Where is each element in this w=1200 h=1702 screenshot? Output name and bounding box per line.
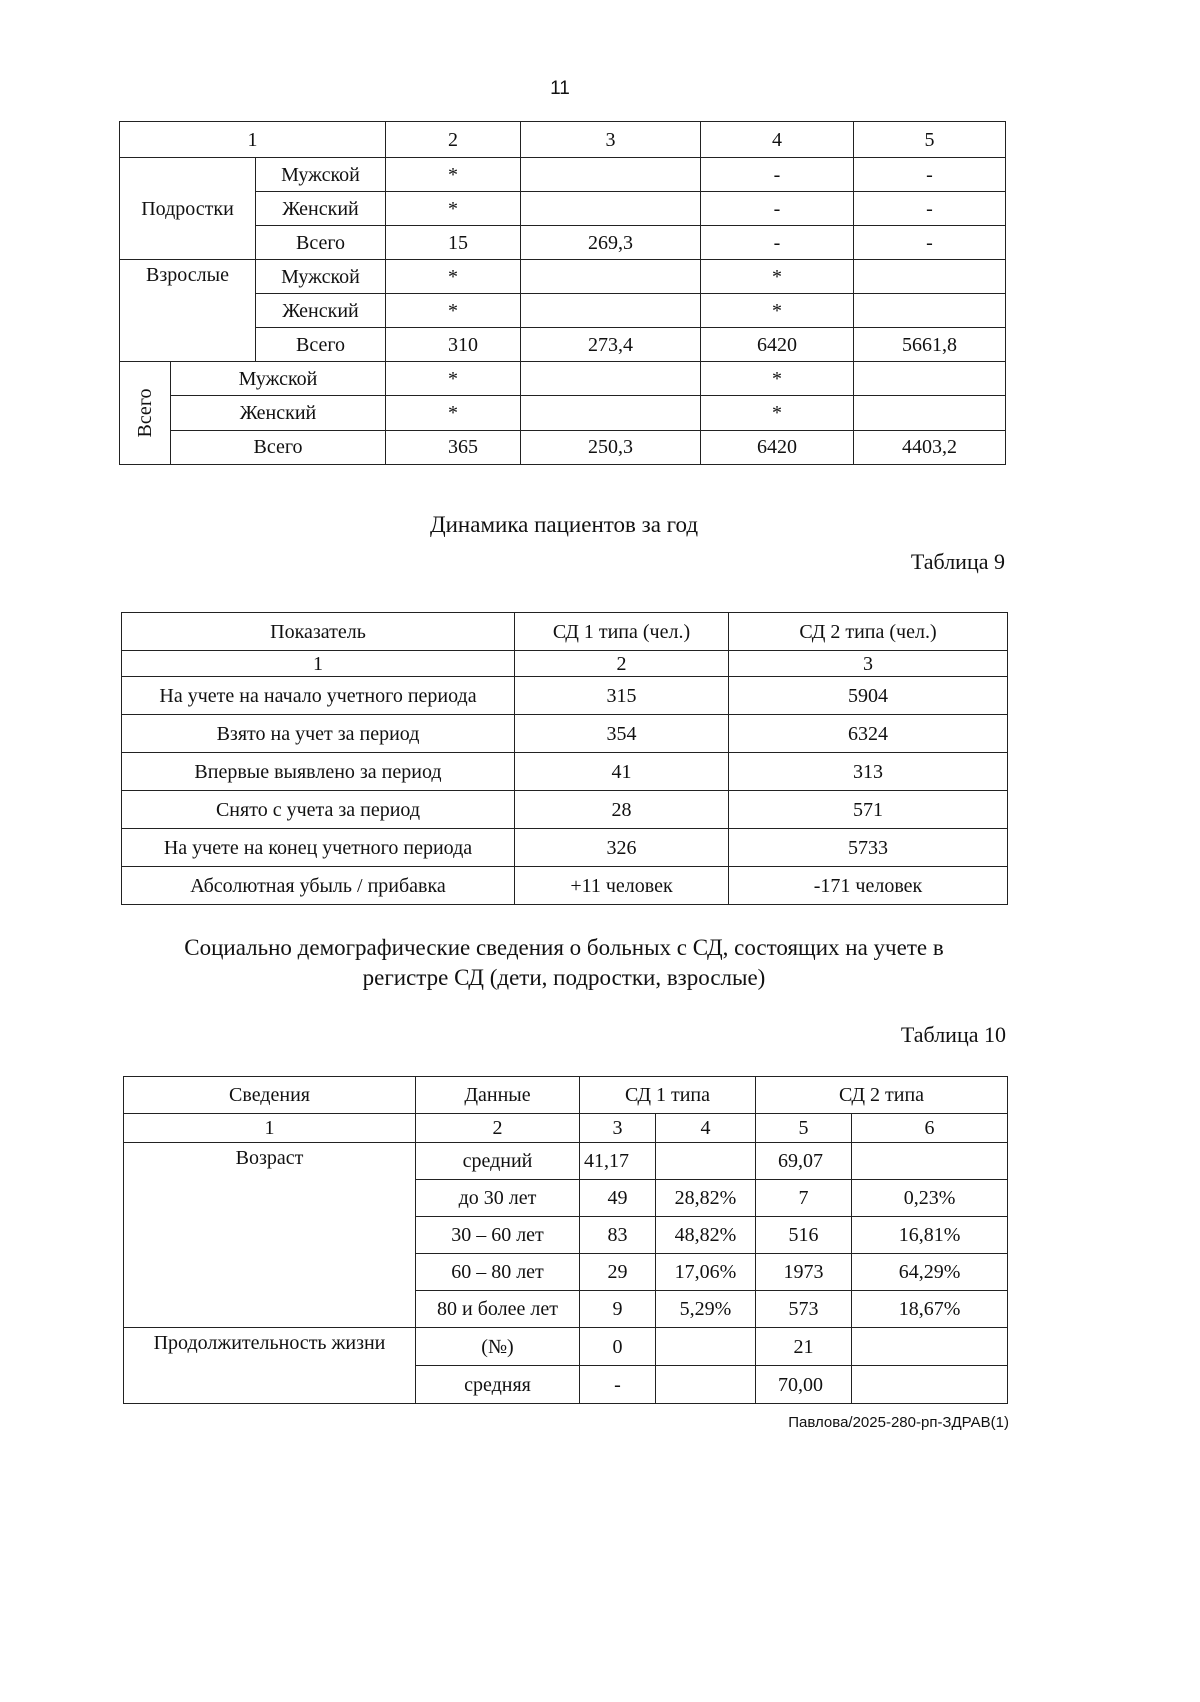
table-cell: 0 bbox=[580, 1328, 656, 1366]
total-label: Всего bbox=[256, 328, 386, 362]
table-9 bbox=[121, 612, 1008, 905]
table-cell: * bbox=[386, 260, 521, 294]
table-9-number: Таблица 9 bbox=[910, 549, 1005, 574]
sex-label: Женский bbox=[256, 192, 386, 226]
table-cell: 9 bbox=[580, 1291, 656, 1328]
table-cell: 326 bbox=[515, 829, 729, 867]
table-cell: 1973 bbox=[756, 1254, 852, 1291]
table-cell: - bbox=[701, 226, 854, 260]
table-row bbox=[122, 753, 1008, 791]
table-row bbox=[122, 867, 1008, 905]
table-row bbox=[120, 362, 1006, 396]
table-cell: 5,29% bbox=[656, 1291, 756, 1328]
table-10 bbox=[123, 1076, 1008, 1404]
indicator-label: На учете на начало учетного периода bbox=[122, 677, 515, 715]
table-cell: 571 bbox=[729, 791, 1008, 829]
table-cell: 64,29% bbox=[852, 1254, 1008, 1291]
table-cell: 17,06% bbox=[656, 1254, 756, 1291]
column-number: 2 bbox=[386, 122, 521, 158]
table-cell: -171 человек bbox=[729, 867, 1008, 905]
table-cell: * bbox=[386, 362, 521, 396]
table-8-header-row bbox=[120, 122, 1006, 158]
indicator-label: На учете на конец учетного периода bbox=[122, 829, 515, 867]
table-cell: * bbox=[701, 260, 854, 294]
column-number: 2 bbox=[416, 1114, 580, 1143]
section-10-title-line-1: Социально демографические сведения о больных с СД, состоящих на учете в bbox=[184, 935, 944, 960]
table-9-header-row bbox=[122, 613, 1008, 651]
section-10-title-line-2: регистре СД (дети, подростки, взрослые) bbox=[362, 965, 766, 990]
total-label: Всего bbox=[256, 226, 386, 260]
table-cell: 29 bbox=[580, 1254, 656, 1291]
table-row bbox=[120, 430, 1006, 464]
column-number: 1 bbox=[120, 122, 386, 158]
table-cell: 83 bbox=[580, 1217, 656, 1254]
table-cell bbox=[521, 362, 701, 396]
table-cell: 310 bbox=[386, 328, 521, 362]
table-cell: - bbox=[854, 158, 1006, 192]
table-9-numbering-row bbox=[122, 651, 1008, 677]
table-cell: 273,4 bbox=[521, 328, 701, 362]
table-cell: 21 bbox=[756, 1328, 852, 1366]
table-cell: 4403,2 bbox=[854, 430, 1006, 464]
column-number: 2 bbox=[515, 651, 729, 677]
life-expectancy-label: Продолжительность жизни bbox=[124, 1328, 416, 1404]
table-cell: * bbox=[701, 362, 854, 396]
table-cell bbox=[521, 294, 701, 328]
table-cell: 18,67% bbox=[852, 1291, 1008, 1328]
table-row bbox=[120, 396, 1006, 430]
column-number: 3 bbox=[521, 122, 701, 158]
table-cell bbox=[521, 158, 701, 192]
table-cell: 41,17 bbox=[580, 1143, 656, 1180]
column-header: СД 1 типа bbox=[580, 1077, 756, 1114]
table-row bbox=[124, 1143, 1008, 1180]
column-number: 1 bbox=[124, 1114, 416, 1143]
column-number: 3 bbox=[729, 651, 1008, 677]
table-10-number: Таблица 10 bbox=[900, 1022, 1006, 1047]
table-cell: 313 bbox=[729, 753, 1008, 791]
table-cell: 7 bbox=[756, 1180, 852, 1217]
table-cell bbox=[854, 396, 1006, 430]
table-cell: 6420 bbox=[701, 430, 854, 464]
table-row bbox=[120, 158, 1006, 192]
table-row bbox=[122, 715, 1008, 753]
table-cell: 28 bbox=[515, 791, 729, 829]
indicator-label: Взято на учет за период bbox=[122, 715, 515, 753]
sex-label: Женский bbox=[256, 294, 386, 328]
table-cell: 6324 bbox=[729, 715, 1008, 753]
column-number: 4 bbox=[656, 1114, 756, 1143]
column-number: 5 bbox=[756, 1114, 852, 1143]
column-header: Сведения bbox=[124, 1077, 416, 1114]
table-row bbox=[122, 829, 1008, 867]
table-cell: 69,07 bbox=[756, 1143, 852, 1180]
table-cell: - bbox=[701, 158, 854, 192]
group-label-adults: Взрослые bbox=[120, 260, 256, 362]
table-row bbox=[120, 260, 1006, 294]
table-10-numbering-row bbox=[124, 1114, 1008, 1143]
column-header: СД 2 типа bbox=[756, 1077, 1008, 1114]
table-cell: 49 bbox=[580, 1180, 656, 1217]
indicator-label: Впервые выявлено за период bbox=[122, 753, 515, 791]
table-cell: 269,3 bbox=[521, 226, 701, 260]
page-number: 11 bbox=[550, 78, 570, 99]
indicator-label: Снято с учета за период bbox=[122, 791, 515, 829]
document-footer-id: Павлова/2025-280-рп-ЗДРАВ(1) bbox=[788, 1414, 1009, 1431]
table-cell: 250,3 bbox=[521, 430, 701, 464]
data-label: средний bbox=[416, 1143, 580, 1180]
column-number: 1 bbox=[122, 651, 515, 677]
table-cell bbox=[521, 260, 701, 294]
table-cell: 354 bbox=[515, 715, 729, 753]
column-number: 4 bbox=[701, 122, 854, 158]
table-cell bbox=[854, 294, 1006, 328]
total-label: Всего bbox=[171, 430, 386, 464]
table-cell: * bbox=[386, 192, 521, 226]
table-cell: 315 bbox=[515, 677, 729, 715]
table-cell: 15 bbox=[386, 226, 521, 260]
age-label: Возраст bbox=[124, 1143, 416, 1328]
table-cell: - bbox=[854, 226, 1006, 260]
table-cell: 70,00 bbox=[756, 1366, 852, 1404]
table-row bbox=[122, 677, 1008, 715]
group-label-total-cell bbox=[120, 362, 171, 465]
table-cell: 0,23% bbox=[852, 1180, 1008, 1217]
table-cell bbox=[854, 362, 1006, 396]
table-cell bbox=[656, 1328, 756, 1366]
table-cell: - bbox=[854, 192, 1006, 226]
table-cell: 573 bbox=[756, 1291, 852, 1328]
data-label: средняя bbox=[416, 1366, 580, 1404]
table-cell: 516 bbox=[756, 1217, 852, 1254]
table-cell: * bbox=[386, 396, 521, 430]
table-cell: 41 bbox=[515, 753, 729, 791]
table-cell bbox=[852, 1328, 1008, 1366]
column-header: СД 1 типа (чел.) bbox=[515, 613, 729, 651]
data-label: 30 – 60 лет bbox=[416, 1217, 580, 1254]
table-cell: +11 человек bbox=[515, 867, 729, 905]
sex-label: Мужской bbox=[256, 260, 386, 294]
data-label: 60 – 80 лет bbox=[416, 1254, 580, 1291]
table-cell bbox=[656, 1366, 756, 1404]
table-cell: 48,82% bbox=[656, 1217, 756, 1254]
indicator-label: Абсолютная убыль / прибавка bbox=[122, 867, 515, 905]
table-cell: 16,81% bbox=[852, 1217, 1008, 1254]
table-10-header-row bbox=[124, 1077, 1008, 1114]
table-cell: 5904 bbox=[729, 677, 1008, 715]
table-cell: * bbox=[701, 396, 854, 430]
table-cell bbox=[521, 396, 701, 430]
table-cell bbox=[854, 260, 1006, 294]
section-9-title: Динамика пациентов за год bbox=[429, 512, 699, 537]
column-number: 3 bbox=[580, 1114, 656, 1143]
table-cell: - bbox=[580, 1366, 656, 1404]
group-label-adolescents: Подростки bbox=[120, 158, 256, 260]
table-cell: * bbox=[701, 294, 854, 328]
table-row bbox=[122, 791, 1008, 829]
table-cell: - bbox=[701, 192, 854, 226]
column-header: Показатель bbox=[122, 613, 515, 651]
table-row bbox=[124, 1328, 1008, 1366]
sex-label: Женский bbox=[171, 396, 386, 430]
table-cell: * bbox=[386, 158, 521, 192]
column-number: 5 bbox=[854, 122, 1006, 158]
table-cell: * bbox=[386, 294, 521, 328]
column-header: СД 2 типа (чел.) bbox=[729, 613, 1008, 651]
sex-label: Мужской bbox=[256, 158, 386, 192]
table-cell: 28,82% bbox=[656, 1180, 756, 1217]
table-8 bbox=[119, 121, 1006, 465]
table-cell: 6420 bbox=[701, 328, 854, 362]
column-header: Данные bbox=[416, 1077, 580, 1114]
column-number: 6 bbox=[852, 1114, 1008, 1143]
group-label-total: Всего bbox=[134, 388, 156, 438]
table-cell bbox=[656, 1143, 756, 1180]
table-cell: 5733 bbox=[729, 829, 1008, 867]
table-cell: 5661,8 bbox=[854, 328, 1006, 362]
table-cell bbox=[521, 192, 701, 226]
data-label: до 30 лет bbox=[416, 1180, 580, 1217]
data-label: (№) bbox=[416, 1328, 580, 1366]
data-label: 80 и более лет bbox=[416, 1291, 580, 1328]
sex-label: Мужской bbox=[171, 362, 386, 396]
table-cell bbox=[852, 1143, 1008, 1180]
table-cell bbox=[852, 1366, 1008, 1404]
table-cell: 365 bbox=[386, 430, 521, 464]
